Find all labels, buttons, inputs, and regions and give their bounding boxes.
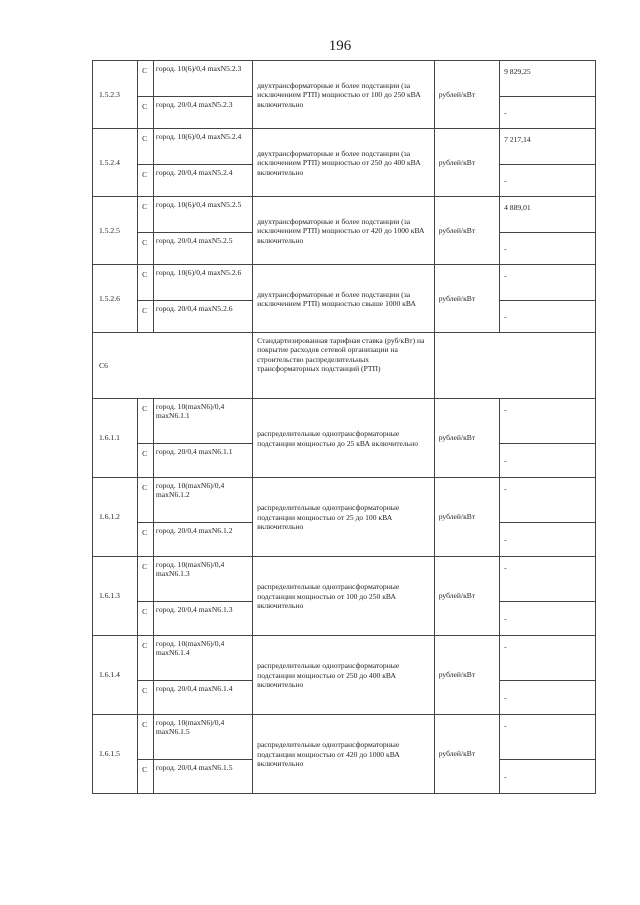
table-row [93,478,596,523]
row-unit: рублей/кВт [434,129,499,197]
row-voltage-level: город. 20/0,4 maxN5.2.3 [153,97,252,129]
table-row [93,265,596,301]
row-code: 1.6.1.1 [93,399,138,478]
row-value: - [500,523,596,557]
row-value: - [500,97,596,129]
row-value: 4 889,01 [500,197,596,233]
row-value: - [500,301,596,333]
row-class: С [138,760,154,794]
row-code: 1.5.2.5 [93,197,138,265]
row-voltage-level: город. 20/0,4 maxN6.1.1 [153,444,252,478]
row-class: С [138,602,154,636]
row-value: - [500,557,596,602]
row-description: двухтрансформаторные и более подстанции (за исключением РТП) мощностью от 420 до 1000 кВА включительно [253,197,435,265]
row-code: 1.5.2.6 [93,265,138,333]
row-code: 1.6.1.5 [93,715,138,794]
table-row [93,399,596,444]
row-unit: рублей/кВт [434,399,499,478]
row-unit: рублей/кВт [434,197,499,265]
table-row [93,636,596,681]
row-voltage-level: город. 10(maxN6)/0,4 maxN6.1.5 [153,715,252,760]
row-description: распределительные однотрансформаторные подстанции мощностью от 420 до 1000 кВА включительно [253,715,435,794]
section-empty-cell [434,333,595,399]
row-description: распределительные однотрансформаторные подстанции мощностью от 25 до 100 кВА включительно [253,478,435,557]
row-class: С [138,715,154,760]
row-voltage-level: город. 10(6)/0,4 maxN5.2.3 [153,61,252,97]
row-unit: рублей/кВт [434,478,499,557]
row-code: 1.5.2.3 [93,61,138,129]
row-value: - [500,399,596,444]
section-code: С6 [93,333,253,399]
row-description: распределительные однотрансформаторные подстанции мощностью от 100 до 250 кВА включительно [253,557,435,636]
row-description: распределительные однотрансформаторные подстанции мощностью до 25 кВА включительно [253,399,435,478]
row-voltage-level: город. 10(maxN6)/0,4 maxN6.1.4 [153,636,252,681]
row-class: С [138,265,154,301]
row-class: С [138,444,154,478]
row-unit: рублей/кВт [434,636,499,715]
row-class: С [138,523,154,557]
row-value: 7 217,14 [500,129,596,165]
row-voltage-level: город. 20/0,4 maxN6.1.2 [153,523,252,557]
row-unit: рублей/кВт [434,61,499,129]
row-value: - [500,478,596,523]
row-code: 1.6.1.4 [93,636,138,715]
row-value: - [500,760,596,794]
row-value: - [500,681,596,715]
row-voltage-level: город. 20/0,4 maxN6.1.3 [153,602,252,636]
section-row [93,333,596,399]
row-class: С [138,129,154,165]
row-value: - [500,444,596,478]
row-description: двухтрансформаторные и более подстанции (за исключением РТП) мощностью от 100 до 250 кВА включительно [253,61,435,129]
row-class: С [138,636,154,681]
row-value: - [500,165,596,197]
section-header-body [93,333,596,399]
row-unit: рублей/кВт [434,715,499,794]
row-value: - [500,636,596,681]
row-voltage-level: город. 20/0,4 maxN6.1.4 [153,681,252,715]
table-row [93,557,596,602]
row-class: С [138,61,154,97]
table-row [93,129,596,165]
row-value: - [500,233,596,265]
row-value: - [500,715,596,760]
row-code: 1.6.1.3 [93,557,138,636]
row-code: 1.6.1.2 [93,478,138,557]
section-description: Стандартизированная тарифная ставка (руб/кВт) на покрытие расходов сетевой организации на строительство распределительных трансформаторных подстанций (РТП) [253,333,435,399]
row-value: 9 829,25 [500,61,596,97]
row-voltage-level: город. 10(6)/0,4 maxN5.2.5 [153,197,252,233]
tariff-table-body-bottom [93,399,596,794]
row-unit: рублей/кВт [434,557,499,636]
row-voltage-level: город. 20/0,4 maxN6.1.5 [153,760,252,794]
row-description: распределительные однотрансформаторные подстанции мощностью от 250 до 400 кВА включительно [253,636,435,715]
row-class: С [138,233,154,265]
row-voltage-level: город. 10(maxN6)/0,4 maxN6.1.3 [153,557,252,602]
row-class: С [138,197,154,233]
table-row [93,197,596,233]
table-row [93,715,596,760]
tariff-table-body-top [93,61,596,333]
row-voltage-level: город. 20/0,4 maxN5.2.6 [153,301,252,333]
row-voltage-level: город. 10(6)/0,4 maxN5.2.6 [153,265,252,301]
row-class: С [138,301,154,333]
row-class: С [138,557,154,602]
row-class: С [138,97,154,129]
row-description: двухтрансформаторные и более подстанции (за исключением РТП) мощностью свыше 1000 кВА [253,265,435,333]
row-description: двухтрансформаторные и более подстанции (за исключением РТП) мощностью от 250 до 400 кВА включительно [253,129,435,197]
row-class: С [138,478,154,523]
row-voltage-level: город. 10(6)/0,4 maxN5.2.4 [153,129,252,165]
row-voltage-level: город. 20/0,4 maxN5.2.4 [153,165,252,197]
row-class: С [138,165,154,197]
row-code: 1.5.2.4 [93,129,138,197]
row-voltage-level: город. 10(maxN6)/0,4 maxN6.1.1 [153,399,252,444]
row-class: С [138,399,154,444]
row-voltage-level: город. 20/0,4 maxN5.2.5 [153,233,252,265]
row-unit: рублей/кВт [434,265,499,333]
row-voltage-level: город. 10(maxN6)/0,4 maxN6.1.2 [153,478,252,523]
row-class: С [138,681,154,715]
tariff-table [92,60,596,794]
table-row [93,61,596,97]
page-number: 196 [328,38,352,54]
row-value: - [500,265,596,301]
row-value: - [500,602,596,636]
